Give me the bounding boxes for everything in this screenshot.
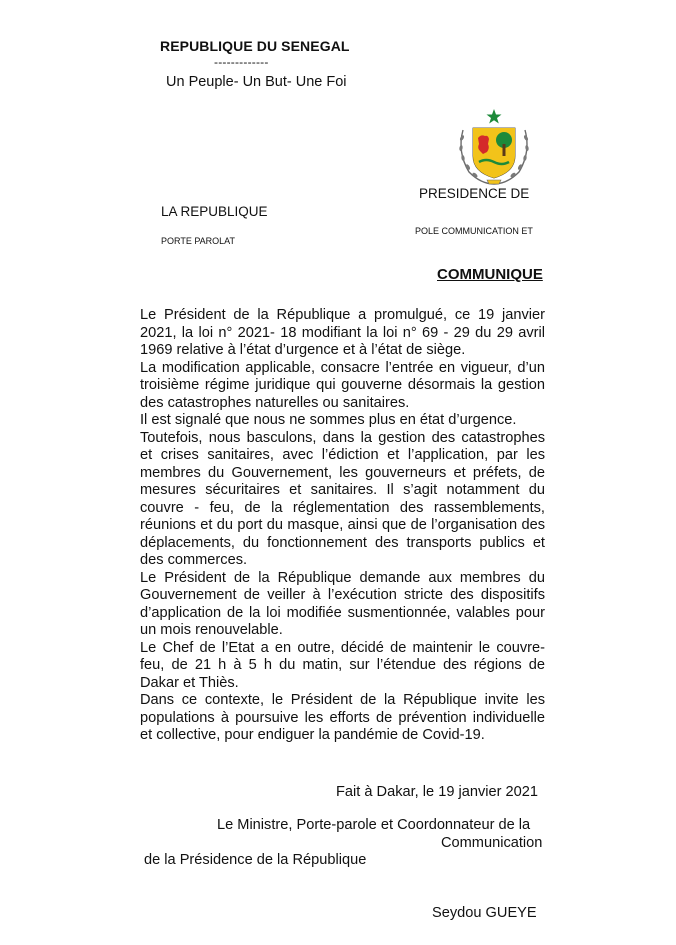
paragraph: Le Chef de l’Etat a en outre, décidé de maintenir le couvre-feu, de 21 h à 5 h du matin, sur l’étendue des régions de Dakar et Thiès. xyxy=(140,639,545,691)
header-separator: ------------- xyxy=(214,55,269,69)
office-line-pole: POLE COMMUNICATION ET xyxy=(415,226,533,236)
signature-title-line-1: Le Ministre, Porte-parole et Coordonnateur de la xyxy=(217,817,531,833)
office-line-republique: LA REPUBLIQUE xyxy=(161,204,268,219)
paragraph: Toutefois, nous basculons, dans la gestion des catastrophes et crises sanitaires, avec l’édiction et l’application, par les membres du Gouvernement, les gouverneurs et préfets, de mesures sécuritaires et sanitaires. Il s’agit notamment du couvre - feu, de la réglementation des rassemblements, réunions et du port du masque, ainsi que de l’organisation des déplacements, du fonctionnement des transports publics et des commerces. xyxy=(140,429,545,568)
office-line-presidence: PRESIDENCE DE xyxy=(419,186,530,201)
signature-title-line-3: de la Présidence de la République xyxy=(144,852,367,868)
senegal-coat-of-arms-icon xyxy=(453,108,535,188)
paragraph: Dans ce contexte, le Président de la République invite les populations à poursuive les efforts de prévention individuelle et collective, pour endiguer la pandémie de Covid-19. xyxy=(140,692,545,743)
communique-body xyxy=(140,307,545,745)
paragraph: La modification applicable, consacre l’entrée en vigueur, d’un troisième régime juridique qui gouverne désormais la gestion des catastrophes naturelles ou sanitaires. xyxy=(140,359,545,411)
place-and-date: Fait à Dakar, le 19 janvier 2021 xyxy=(336,784,538,800)
office-line-porte: PORTE PAROLAT xyxy=(161,236,236,246)
document-title: COMMUNIQUE xyxy=(437,266,543,283)
paragraph: Le Président de la République demande aux membres du Gouvernement de veiller à l’exécution stricte des dispositifs d’application de la loi modifiée susmentionnée, valables pour un mois renouvelable. xyxy=(140,569,545,638)
country-name: REPUBLIQUE DU SENEGAL xyxy=(160,38,350,54)
paragraph: Le Président de la République a promulgué, ce 19 janvier 2021, la loi n° 2021- 18 modifiant la loi n° 69 - 29 du 29 avril 1969 relative à l’état d’urgence et à l’état de siège. xyxy=(140,307,545,358)
national-motto: Un Peuple- Un But- Une Foi xyxy=(166,74,347,90)
signer-name: Seydou GUEYE xyxy=(432,905,537,921)
signature-title-line-2: Communication xyxy=(441,835,543,851)
paragraph: Il est signalé que nous ne sommes plus en état d’urgence. xyxy=(140,412,517,428)
